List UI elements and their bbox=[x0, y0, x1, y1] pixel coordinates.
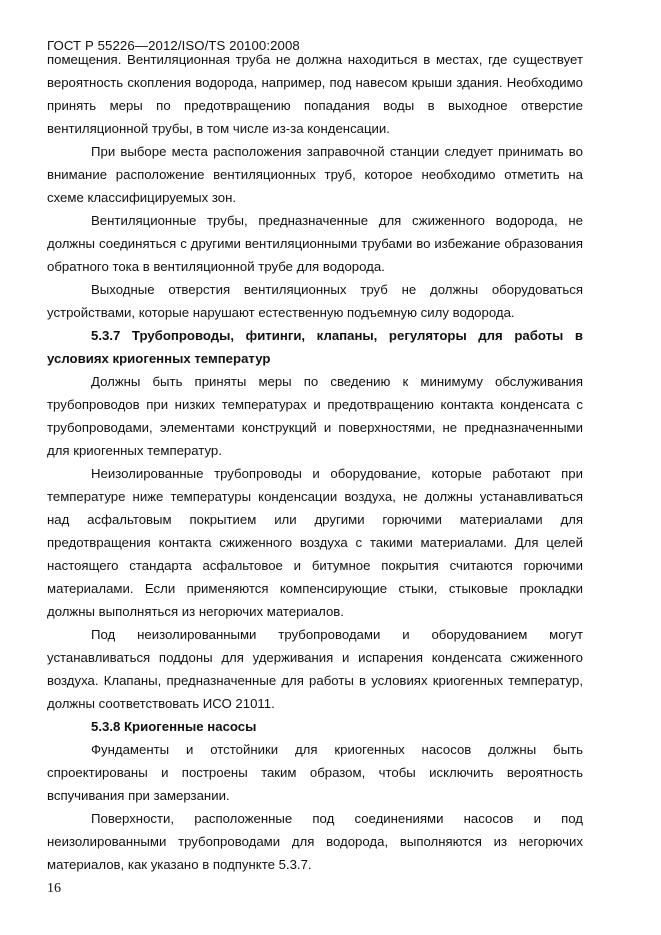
section-heading-5-3-8: 5.3.8 Криогенные насосы bbox=[91, 719, 257, 734]
paragraph-uninsulated-pipes: Неизолированные трубопроводы и оборудование, которые работают при температуре ниже температуры конденсации воздуха, не должны устанавливаться над асфальтовым покрытием или другими горючими материалами для предотвращения контакта сжиженного воздуха с такими материалами. Для целей настоящего стандарта асфальтовое и битумное покрытия считаются горючими материалами. Если применяются компенсирующие стыки, стыковые прокладки должны выполняться из негорючих материалов. bbox=[47, 466, 583, 619]
paragraph-vent-outlets: Выходные отверстия вентиляционных труб не должны оборудоваться устройствами, которые нарушают естественную подъемную силу водорода. bbox=[47, 282, 583, 320]
paragraph-drip-trays: Под неизолированными трубопроводами и оборудованием могут устанавливаться поддоны для удерживания и испарения конденсата сжиженного воздуха. Клапаны, предназначенные для работы в условиях криогенных температур, должны соответствовать ИСО 21011. bbox=[47, 627, 583, 711]
page-body bbox=[47, 48, 583, 876]
section-heading-5-3-7: 5.3.7 Трубопроводы, фитинги, клапаны, регуляторы для работы в условиях криогенных температур bbox=[47, 328, 583, 366]
paragraph-vent-location-continued: помещения. Вентиляционная труба не должна находиться в местах, где существует вероятность скопления водорода, например, под навесом крыши здания. Необходимо принять меры по предотвращению попадания воды в выходное отверстие вентиляционной трубы, в том числе из-за конденсации. bbox=[47, 52, 583, 136]
paragraph-vent-pipes-liquid-hydrogen: Вентиляционные трубы, предназначенные для сжиженного водорода, не должны соединяться с другими вентиляционными трубами во избежание образования обратного тока в вентиляционной трубе для водорода. bbox=[47, 213, 583, 274]
page-number: 16 bbox=[47, 881, 61, 896]
paragraph-pump-foundations: Фундаменты и отстойники для криогенных насосов должны быть спроектированы и построены таким образом, чтобы исключить вероятность вспучивания при замерзании. bbox=[47, 742, 583, 803]
document-header: ГОСТ Р 55226—2012/ISO/TS 20100:2008 bbox=[47, 38, 300, 53]
paragraph-station-siting: При выборе места расположения заправочной станции следует принимать во внимание расположение вентиляционных труб, которое необходимо отметить на схеме классифицируемых зон. bbox=[47, 144, 583, 205]
paragraph-cryogenic-maintenance: Должны быть приняты меры по сведению к минимуму обслуживания трубопроводов при низких температурах и предотвращению контакта конденсата с трубопроводами, элементами конструкций и поверхностями, не предназначенными для криогенных температур. bbox=[47, 374, 583, 458]
paragraph-pump-surfaces: Поверхности, расположенные под соединениями насосов и под неизолированными трубопроводами для водорода, выполняются из негорючих материалов, как указано в подпункте 5.3.7. bbox=[47, 811, 583, 872]
